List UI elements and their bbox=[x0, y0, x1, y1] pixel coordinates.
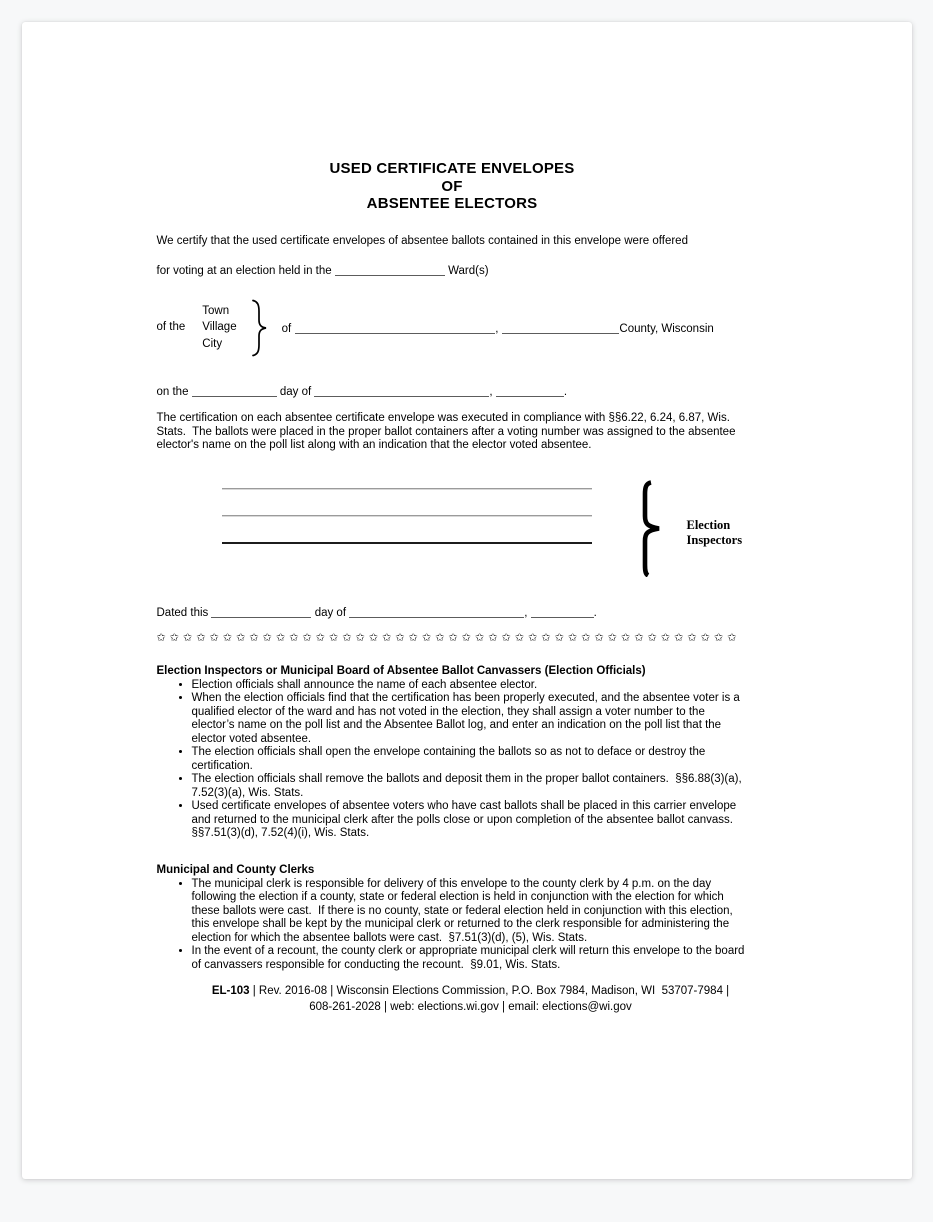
year-blank bbox=[496, 384, 564, 397]
officials-bullet-3: • The election officials shall open the envelope containing the ballots so as not to deface or destroy the certification. bbox=[192, 746, 748, 773]
signature-line-1 bbox=[222, 488, 592, 491]
dated-year-blank bbox=[531, 605, 594, 618]
county-name-blank bbox=[502, 321, 619, 334]
footer-line-2: 608-261-2028 | web: elections.wi.gov | email: elections@wi.gov bbox=[309, 1001, 632, 1013]
clerks-bullet-1: • The municipal clerk is responsible for delivery of this envelope to the county clerk by 4 p.m. on the day following the election if a county, state or federal election is held in conjunction with the election for which these ballots were cast. If there is no county, state or federal election held in conjunction with this election, this envelope shall be kept by the municipal clerk or returned to the clerk responsible for administering the election for which the absentee ballots were cast. §7.51(3)(d), (5), Wis. Stats. bbox=[192, 878, 748, 946]
municipality-line bbox=[157, 303, 748, 353]
officials-bullet-2: • When the election officials find that the certification has been properly executed, and the absentee voter is a qualified elector of the ward and has not voted in the election, they shall assign a voter number to the elector’s name on the poll list and the Absentee Ballot log, and enter an indication on the poll list that the elector voted absentee. bbox=[192, 692, 748, 746]
star-divider: ✩ ✩ ✩ ✩ ✩ ✩ ✩ ✩ ✩ ✩ ✩ ✩ ✩ ✩ ✩ ✩ ✩ ✩ ✩ ✩ ✩ ✩ ✩ ✩ ✩ ✩ ✩ ✩ ✩ ✩ ✩ ✩ ✩ ✩ ✩ ✩ ✩ ✩ ✩ ✩ ✩ ✩ ✩ ✩ bbox=[156, 632, 737, 644]
dated-this-label: Dated this bbox=[156, 606, 209, 619]
county-suffix: County, Wisconsin bbox=[619, 322, 714, 335]
small-brace-icon bbox=[249, 299, 269, 357]
on-the-label: on the bbox=[156, 385, 189, 398]
form-number: EL-103 bbox=[211, 985, 250, 997]
officials-bullet-1: • Election officials shall announce the name of each absentee elector. bbox=[192, 679, 748, 693]
signature-line-2 bbox=[222, 515, 592, 518]
dated-month-blank bbox=[349, 605, 524, 618]
option-village: Village bbox=[202, 321, 237, 334]
election-date-line bbox=[157, 384, 748, 400]
officials-bullet-list bbox=[157, 679, 748, 841]
certify-statement: We certify that the used certificate envelopes of absentee ballots contained in this envelope were offered bbox=[156, 234, 688, 247]
compliance-paragraph: The certification on each absentee certificate envelope was executed in compliance with §§6.22, 6.24, 6.87, Wis. Stats. The ballots were placed in the proper ballot containers after a voting number was assigned to the absentee elector's name on the poll list along with an indication that the elector voted absentee. bbox=[156, 412, 739, 451]
clerks-bullet-list bbox=[157, 878, 748, 973]
signature-block bbox=[157, 480, 748, 577]
ward-line-prefix: for voting at an election held in the bbox=[156, 265, 332, 277]
month-blank bbox=[314, 384, 489, 397]
comma: , bbox=[524, 606, 528, 619]
municipality-fill-line bbox=[282, 321, 714, 337]
election-inspectors-label bbox=[687, 518, 743, 548]
dated-line bbox=[157, 605, 748, 621]
officials-bullet-4: • The election officials shall remove the ballots and deposit them in the proper ballot containers. §§6.88(3)(a), 7.52(3)(a), Wis. Stats. bbox=[192, 773, 748, 800]
municipality-prefix: of the bbox=[156, 320, 186, 333]
period: . bbox=[593, 606, 597, 619]
label-election: Election bbox=[686, 517, 731, 532]
label-inspectors: Inspectors bbox=[686, 532, 743, 547]
ward-line-suffix: Ward(s) bbox=[448, 265, 489, 277]
option-city: City bbox=[202, 337, 223, 350]
period: . bbox=[563, 385, 568, 398]
title-line-1: USED CERTIFICATE ENVELOPES bbox=[329, 160, 575, 177]
day-of-label: day of bbox=[314, 606, 347, 619]
comma: , bbox=[495, 322, 499, 335]
municipality-name-blank bbox=[295, 321, 495, 334]
title-line-2: OF bbox=[441, 177, 463, 195]
comma: , bbox=[489, 385, 493, 398]
big-brace-icon bbox=[637, 480, 665, 577]
title-line-3: ABSENTEE ELECTORS bbox=[366, 195, 538, 212]
footer-line-1-rest: | Rev. 2016-08 | Wisconsin Elections Commission, P.O. Box 7984, Madison, WI 53707-7984 | bbox=[249, 985, 730, 997]
officials-section-heading: Election Inspectors or Municipal Board of Absentee Ballot Canvassers (Election Officials) bbox=[156, 664, 646, 677]
officials-bullet-5: • Used certificate envelopes of absentee voters who have cast ballots shall be placed in this carrier envelope and returned to the municipal clerk after the polls close or upon completion of the absentee ballot canvass. §§7.51(3)(d), 7.52(4)(i), Wis. Stats. bbox=[192, 800, 748, 841]
footer-line-1 bbox=[141, 983, 801, 999]
ward-blank bbox=[335, 263, 445, 276]
signature-line-3 bbox=[222, 542, 592, 544]
municipality-options bbox=[202, 303, 236, 353]
document-page bbox=[22, 22, 912, 1179]
clerks-section-heading: Municipal and County Clerks bbox=[156, 863, 315, 876]
ward-line bbox=[157, 263, 748, 279]
dated-day-blank bbox=[211, 605, 311, 618]
clerks-bullet-2: • In the event of a recount, the county clerk or appropriate municipal clerk will return this envelope to the board of canvassers responsible for conducting the recount. §9.01, Wis. Stats. bbox=[192, 945, 748, 972]
option-town: Town bbox=[202, 304, 230, 317]
of-label: of bbox=[281, 322, 292, 335]
document-title bbox=[157, 160, 748, 213]
day-number-blank bbox=[192, 384, 277, 397]
day-of-label: day of bbox=[279, 385, 312, 398]
signature-lines bbox=[222, 480, 592, 569]
form-footer bbox=[141, 983, 801, 1015]
